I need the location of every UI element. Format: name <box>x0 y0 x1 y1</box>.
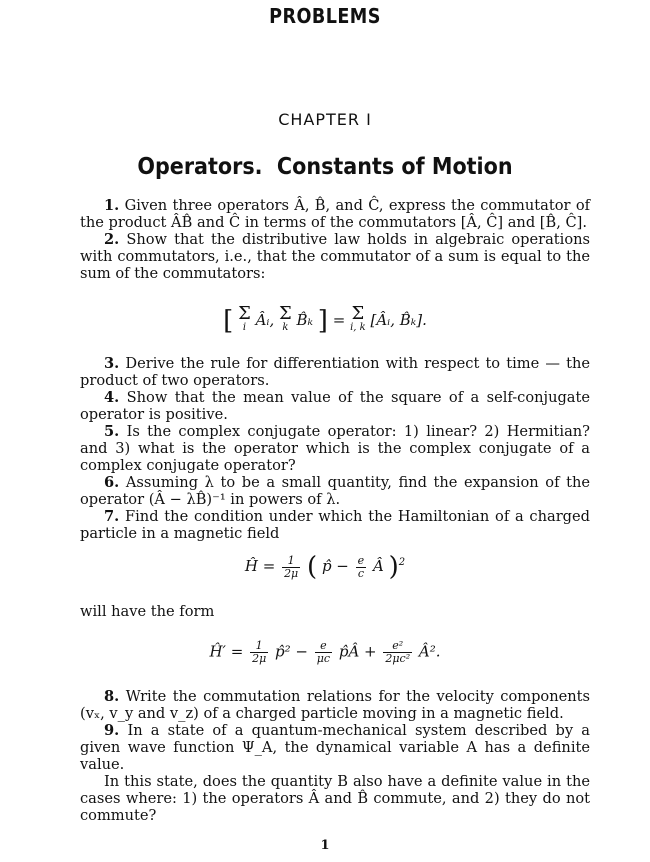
page-number: 1 <box>320 838 330 853</box>
problems-block-3 <box>80 688 590 824</box>
problem-4: 4. Show that the mean value of the square of a self-conjugate operator is positive. <box>80 389 591 423</box>
equation-commutator-sum: [ Σ i Âᵢ, Σ k B̂ₖ ] = Σ i, k [Âᵢ, B̂ₖ]. <box>223 303 427 336</box>
chapter-title: Operators. Constants of Motion <box>137 154 513 180</box>
problem-6: 6. Assuming λ to be a small quantity, find the expansion of the operator (Â − λB̂)⁻¹ in powers of λ. <box>80 474 591 508</box>
problem-2: 2. Show that the distributive law holds in algebraic operations with commutators, i.e., that the commutator of a sum is equal to the sum of the commutators: <box>80 231 591 282</box>
problem-5: 5. Is the complex conjugate operator: 1) linear? 2) Hermitian? and 3) what is the operator which is the complex conjugate of a complex conjugate operator? <box>80 423 591 474</box>
problem-7-middle: will have the form <box>80 603 215 620</box>
problem-8: 8. Write the commutation relations for the velocity components (vₓ, v_y and v_z) of a charged particle moving in a magnetic field. <box>80 688 591 722</box>
problem-1: 1. Given three operators Â, B̂, and Ĉ, express the commutator of the product ÂB̂ and Ĉ in terms of the commutators [Â, Ĉ] and [B̂, Ĉ]. <box>80 197 591 231</box>
equation-hamiltonian-prime: Ĥ′ = $\frac{1}{2\mu}$ p̂² − $\frac{e}{\mu c}$ p̂Â + $\frac{\text{e²}}{\text{2μc²}}$ Â². <box>209 639 441 665</box>
problems-block-2 <box>80 355 590 542</box>
running-head: PROBLEMS <box>269 4 381 28</box>
equation-hamiltonian: Ĥ = $\frac{1}{2\mu}$ ( p̂ − $\frac{e}{c}$ Â )$^2$ <box>244 552 406 582</box>
problem-9-continuation: In this state, does the quantity B also have a definite value in the cases where: 1) the operators Â and B̂ commute, and 2) they do not commute? <box>80 773 590 824</box>
problem-9: 9. In a state of a quantum-mechanical system described by a given wave function Ψ_A, the dynamical variable A has a definite value. <box>80 722 591 773</box>
problem-3: 3. Derive the rule for differentiation with respect to time — the product of two operators. <box>80 355 590 389</box>
chapter-label: CHAPTER I <box>278 110 372 129</box>
problems-block-1 <box>80 197 590 282</box>
problem-7: 7. Find the condition under which the Hamiltonian of a charged particle in a magnetic field <box>80 508 590 542</box>
